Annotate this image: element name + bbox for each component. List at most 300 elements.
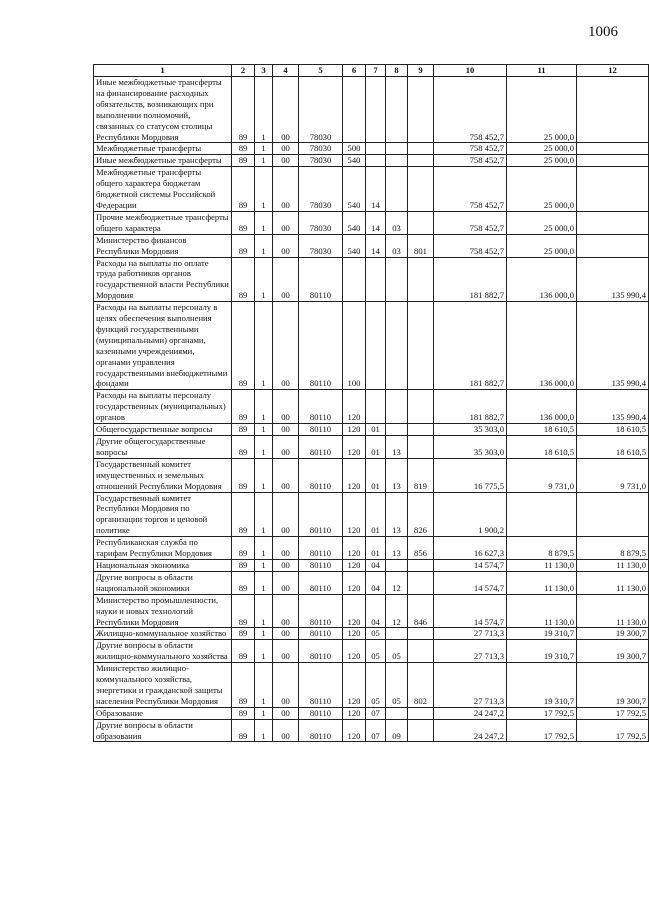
code-cell: 00 bbox=[273, 719, 299, 742]
code-cell: 80110 bbox=[299, 492, 343, 537]
kvsr-cell: 89 bbox=[232, 234, 255, 257]
table-row bbox=[94, 211, 649, 234]
code-cell: 00 bbox=[273, 594, 299, 628]
vr-cell: 120 bbox=[343, 663, 366, 708]
section-cell: 14 bbox=[366, 211, 386, 234]
ministry-cell bbox=[408, 167, 434, 212]
amount-col-10: 181 882,7 bbox=[434, 390, 507, 424]
amount-col-10: 1 900,2 bbox=[434, 492, 507, 537]
amount-col-11: 25 000,0 bbox=[507, 143, 577, 155]
amount-col-10: 35 303,0 bbox=[434, 424, 507, 436]
amount-col-10: 16 627,3 bbox=[434, 537, 507, 560]
section-cell bbox=[366, 390, 386, 424]
code-cell: 00 bbox=[273, 77, 299, 143]
code-cell: 1 bbox=[255, 458, 273, 492]
amount-col-11: 18 610,5 bbox=[507, 436, 577, 459]
code-cell: 00 bbox=[273, 234, 299, 257]
vr-cell: 120 bbox=[343, 571, 366, 594]
code-cell: 80110 bbox=[299, 537, 343, 560]
table-row bbox=[94, 492, 649, 537]
row-name-cell: Образование bbox=[94, 707, 232, 719]
amount-col-10: 14 574,7 bbox=[434, 559, 507, 571]
ministry-cell bbox=[408, 211, 434, 234]
vr-cell: 120 bbox=[343, 537, 366, 560]
code-cell: 1 bbox=[255, 77, 273, 143]
vr-cell: 120 bbox=[343, 492, 366, 537]
col-header-5: 5 bbox=[299, 65, 343, 77]
subsection-cell bbox=[386, 302, 408, 390]
vr-cell: 540 bbox=[343, 167, 366, 212]
row-name-cell: Иные межбюджетные трансферты на финансирование расходных обязательств, возникающих при выполнении полномочий, связанных со статусом столицы Республики Мордовия bbox=[94, 77, 232, 143]
amount-col-12: 19 300,7 bbox=[577, 663, 649, 708]
table-row bbox=[94, 559, 649, 571]
section-cell: 01 bbox=[366, 458, 386, 492]
amount-col-12: 8 879,5 bbox=[577, 537, 649, 560]
amount-col-11: 19 310,7 bbox=[507, 640, 577, 663]
amount-col-10: 35 303,0 bbox=[434, 436, 507, 459]
code-cell: 80110 bbox=[299, 436, 343, 459]
subsection-cell bbox=[386, 424, 408, 436]
code-cell: 1 bbox=[255, 302, 273, 390]
section-cell bbox=[366, 155, 386, 167]
amount-col-11: 18 610,5 bbox=[507, 424, 577, 436]
row-name-cell: Общегосударственные вопросы bbox=[94, 424, 232, 436]
kvsr-cell: 89 bbox=[232, 257, 255, 302]
amount-col-11: 19 310,7 bbox=[507, 628, 577, 640]
amount-col-12: 135 990,4 bbox=[577, 257, 649, 302]
amount-col-11: 136 000,0 bbox=[507, 390, 577, 424]
col-header-11: 11 bbox=[507, 65, 577, 77]
subsection-cell: 03 bbox=[386, 234, 408, 257]
kvsr-cell: 89 bbox=[232, 211, 255, 234]
amount-col-12: 9 731,0 bbox=[577, 458, 649, 492]
amount-col-11: 136 000,0 bbox=[507, 302, 577, 390]
code-cell: 1 bbox=[255, 211, 273, 234]
section-cell: 04 bbox=[366, 571, 386, 594]
ministry-cell bbox=[408, 719, 434, 742]
col-header-10: 10 bbox=[434, 65, 507, 77]
table-row bbox=[94, 571, 649, 594]
ministry-cell bbox=[408, 390, 434, 424]
table-row bbox=[94, 707, 649, 719]
code-cell: 80110 bbox=[299, 628, 343, 640]
row-name-cell: Прочие межбюджетные трансферты общего характера bbox=[94, 211, 232, 234]
code-cell: 80110 bbox=[299, 302, 343, 390]
kvsr-cell: 89 bbox=[232, 559, 255, 571]
code-cell: 00 bbox=[273, 302, 299, 390]
col-header-7: 7 bbox=[366, 65, 386, 77]
ministry-cell bbox=[408, 77, 434, 143]
amount-col-11: 136 000,0 bbox=[507, 257, 577, 302]
code-cell: 1 bbox=[255, 640, 273, 663]
row-name-cell: Расходы на выплаты персоналу государственных (муниципальных) органов bbox=[94, 390, 232, 424]
kvsr-cell: 89 bbox=[232, 594, 255, 628]
code-cell: 80110 bbox=[299, 257, 343, 302]
table-row bbox=[94, 143, 649, 155]
row-name-cell: Государственный комитет имущественных и земельных отношений Республики Мордовия bbox=[94, 458, 232, 492]
vr-cell: 100 bbox=[343, 302, 366, 390]
subsection-cell: 05 bbox=[386, 640, 408, 663]
subsection-cell bbox=[386, 707, 408, 719]
col-header-1: 1 bbox=[94, 65, 232, 77]
amount-col-11: 17 792,5 bbox=[507, 719, 577, 742]
vr-cell: 120 bbox=[343, 594, 366, 628]
section-cell: 14 bbox=[366, 234, 386, 257]
code-cell: 00 bbox=[273, 424, 299, 436]
kvsr-cell: 89 bbox=[232, 640, 255, 663]
amount-col-11: 11 130,0 bbox=[507, 594, 577, 628]
kvsr-cell: 89 bbox=[232, 77, 255, 143]
subsection-cell: 13 bbox=[386, 537, 408, 560]
amount-col-10: 758 452,7 bbox=[434, 167, 507, 212]
vr-cell: 120 bbox=[343, 458, 366, 492]
vr-cell: 540 bbox=[343, 211, 366, 234]
table-row bbox=[94, 155, 649, 167]
kvsr-cell: 89 bbox=[232, 436, 255, 459]
vr-cell bbox=[343, 77, 366, 143]
table-row bbox=[94, 234, 649, 257]
amount-col-10: 758 452,7 bbox=[434, 143, 507, 155]
table-row bbox=[94, 77, 649, 143]
budget-table bbox=[93, 64, 649, 742]
col-header-3: 3 bbox=[255, 65, 273, 77]
code-cell: 80110 bbox=[299, 424, 343, 436]
subsection-cell: 03 bbox=[386, 211, 408, 234]
amount-col-11: 8 879,5 bbox=[507, 537, 577, 560]
vr-cell: 500 bbox=[343, 143, 366, 155]
section-cell: 05 bbox=[366, 640, 386, 663]
subsection-cell: 12 bbox=[386, 571, 408, 594]
amount-col-11 bbox=[507, 492, 577, 537]
col-header-8: 8 bbox=[386, 65, 408, 77]
table-row bbox=[94, 537, 649, 560]
table-row bbox=[94, 302, 649, 390]
subsection-cell bbox=[386, 77, 408, 143]
code-cell: 00 bbox=[273, 143, 299, 155]
code-cell: 78030 bbox=[299, 167, 343, 212]
table-row bbox=[94, 257, 649, 302]
table-body bbox=[94, 77, 649, 742]
code-cell: 00 bbox=[273, 458, 299, 492]
row-name-cell: Республиканская служба по тарифам Республики Мордовия bbox=[94, 537, 232, 560]
amount-col-10: 758 452,7 bbox=[434, 234, 507, 257]
row-name-cell: Межбюджетные трансферты bbox=[94, 143, 232, 155]
amount-col-12: 18 610,5 bbox=[577, 436, 649, 459]
ministry-cell bbox=[408, 628, 434, 640]
table-row bbox=[94, 628, 649, 640]
code-cell: 1 bbox=[255, 143, 273, 155]
amount-col-11: 11 130,0 bbox=[507, 571, 577, 594]
amount-col-12: 17 792,5 bbox=[577, 707, 649, 719]
code-cell: 00 bbox=[273, 436, 299, 459]
amount-col-10: 758 452,7 bbox=[434, 155, 507, 167]
row-name-cell: Другие общегосударственные вопросы bbox=[94, 436, 232, 459]
kvsr-cell: 89 bbox=[232, 571, 255, 594]
kvsr-cell: 89 bbox=[232, 390, 255, 424]
code-cell: 1 bbox=[255, 594, 273, 628]
code-cell: 80110 bbox=[299, 559, 343, 571]
amount-col-11: 19 310,7 bbox=[507, 663, 577, 708]
amount-col-10: 27 713,3 bbox=[434, 663, 507, 708]
code-cell: 00 bbox=[273, 257, 299, 302]
row-name-cell: Другие вопросы в области национальной экономики bbox=[94, 571, 232, 594]
section-cell: 14 bbox=[366, 167, 386, 212]
section-cell bbox=[366, 302, 386, 390]
row-name-cell: Министерство промышленности, науки и новых технологий Республики Мордовия bbox=[94, 594, 232, 628]
vr-cell: 540 bbox=[343, 234, 366, 257]
code-cell: 1 bbox=[255, 707, 273, 719]
subsection-cell bbox=[386, 167, 408, 212]
amount-col-12 bbox=[577, 167, 649, 212]
amount-col-10: 758 452,7 bbox=[434, 77, 507, 143]
table-row bbox=[94, 594, 649, 628]
amount-col-10: 16 775,5 bbox=[434, 458, 507, 492]
section-cell: 05 bbox=[366, 628, 386, 640]
section-cell: 05 bbox=[366, 663, 386, 708]
section-cell: 07 bbox=[366, 707, 386, 719]
code-cell: 80110 bbox=[299, 663, 343, 708]
ministry-cell bbox=[408, 424, 434, 436]
row-name-cell: Другие вопросы в области образования bbox=[94, 719, 232, 742]
ministry-cell: 826 bbox=[408, 492, 434, 537]
code-cell: 00 bbox=[273, 707, 299, 719]
code-cell: 80110 bbox=[299, 594, 343, 628]
section-cell bbox=[366, 77, 386, 143]
column-header-row bbox=[94, 65, 649, 77]
code-cell: 00 bbox=[273, 390, 299, 424]
table-row bbox=[94, 640, 649, 663]
vr-cell: 120 bbox=[343, 559, 366, 571]
ministry-cell: 856 bbox=[408, 537, 434, 560]
amount-col-11: 11 130,0 bbox=[507, 559, 577, 571]
subsection-cell bbox=[386, 559, 408, 571]
kvsr-cell: 89 bbox=[232, 663, 255, 708]
ministry-cell: 819 bbox=[408, 458, 434, 492]
vr-cell: 120 bbox=[343, 719, 366, 742]
code-cell: 78030 bbox=[299, 155, 343, 167]
code-cell: 00 bbox=[273, 628, 299, 640]
kvsr-cell: 89 bbox=[232, 167, 255, 212]
code-cell: 00 bbox=[273, 492, 299, 537]
amount-col-12 bbox=[577, 211, 649, 234]
subsection-cell: 05 bbox=[386, 663, 408, 708]
subsection-cell bbox=[386, 257, 408, 302]
table-row bbox=[94, 167, 649, 212]
amount-col-10: 181 882,7 bbox=[434, 257, 507, 302]
subsection-cell: 12 bbox=[386, 594, 408, 628]
vr-cell: 120 bbox=[343, 640, 366, 663]
subsection-cell bbox=[386, 155, 408, 167]
col-header-2: 2 bbox=[232, 65, 255, 77]
amount-col-12: 11 130,0 bbox=[577, 559, 649, 571]
amount-col-12 bbox=[577, 234, 649, 257]
subsection-cell bbox=[386, 628, 408, 640]
kvsr-cell: 89 bbox=[232, 719, 255, 742]
kvsr-cell: 89 bbox=[232, 492, 255, 537]
row-name-cell: Министерство жилищно-коммунального хозяйства, энергетики и гражданской защиты населения Республики Мордовия bbox=[94, 663, 232, 708]
code-cell: 1 bbox=[255, 719, 273, 742]
amount-col-12: 19 300,7 bbox=[577, 628, 649, 640]
vr-cell: 120 bbox=[343, 707, 366, 719]
table-row bbox=[94, 390, 649, 424]
code-cell: 1 bbox=[255, 167, 273, 212]
section-cell: 01 bbox=[366, 424, 386, 436]
amount-col-10: 758 452,7 bbox=[434, 211, 507, 234]
amount-col-11: 25 000,0 bbox=[507, 234, 577, 257]
kvsr-cell: 89 bbox=[232, 143, 255, 155]
section-cell: 01 bbox=[366, 492, 386, 537]
code-cell: 80110 bbox=[299, 390, 343, 424]
kvsr-cell: 89 bbox=[232, 424, 255, 436]
vr-cell: 120 bbox=[343, 436, 366, 459]
row-name-cell: Расходы на выплаты персоналу в целях обеспечения выполнения функций государственными (муниципальными) органами, казенными учреждениями, органами управления государственными внебюджетными фондами bbox=[94, 302, 232, 390]
vr-cell: 120 bbox=[343, 628, 366, 640]
vr-cell: 540 bbox=[343, 155, 366, 167]
ministry-cell bbox=[408, 155, 434, 167]
amount-col-11: 25 000,0 bbox=[507, 211, 577, 234]
ministry-cell bbox=[408, 302, 434, 390]
code-cell: 1 bbox=[255, 571, 273, 594]
amount-col-10: 14 574,7 bbox=[434, 571, 507, 594]
row-name-cell: Национальная экономика bbox=[94, 559, 232, 571]
ministry-cell: 802 bbox=[408, 663, 434, 708]
amount-col-12: 18 610,5 bbox=[577, 424, 649, 436]
code-cell: 1 bbox=[255, 492, 273, 537]
page-number: 1006 bbox=[588, 24, 618, 40]
code-cell: 00 bbox=[273, 571, 299, 594]
amount-col-11: 25 000,0 bbox=[507, 155, 577, 167]
table-row bbox=[94, 424, 649, 436]
row-name-cell: Межбюджетные трансферты общего характера бюджетам бюджетной системы Российской Федерации bbox=[94, 167, 232, 212]
kvsr-cell: 89 bbox=[232, 302, 255, 390]
ministry-cell bbox=[408, 436, 434, 459]
kvsr-cell: 89 bbox=[232, 707, 255, 719]
section-cell: 01 bbox=[366, 436, 386, 459]
amount-col-11: 17 792,5 bbox=[507, 707, 577, 719]
subsection-cell bbox=[386, 390, 408, 424]
section-cell: 04 bbox=[366, 559, 386, 571]
section-cell bbox=[366, 143, 386, 155]
kvsr-cell: 89 bbox=[232, 537, 255, 560]
code-cell: 80110 bbox=[299, 707, 343, 719]
code-cell: 00 bbox=[273, 211, 299, 234]
row-name-cell: Жилищно-коммунальное хозяйство bbox=[94, 628, 232, 640]
code-cell: 80110 bbox=[299, 719, 343, 742]
table-row bbox=[94, 458, 649, 492]
amount-col-11: 25 000,0 bbox=[507, 77, 577, 143]
amount-col-12: 11 130,0 bbox=[577, 571, 649, 594]
code-cell: 1 bbox=[255, 628, 273, 640]
amount-col-11: 9 731,0 bbox=[507, 458, 577, 492]
subsection-cell: 09 bbox=[386, 719, 408, 742]
amount-col-11: 25 000,0 bbox=[507, 167, 577, 212]
code-cell: 80110 bbox=[299, 458, 343, 492]
code-cell: 78030 bbox=[299, 234, 343, 257]
amount-col-12: 135 990,4 bbox=[577, 390, 649, 424]
row-name-cell: Министерство финансов Республики Мордовия bbox=[94, 234, 232, 257]
subsection-cell: 13 bbox=[386, 458, 408, 492]
ministry-cell: 846 bbox=[408, 594, 434, 628]
ministry-cell bbox=[408, 559, 434, 571]
amount-col-12 bbox=[577, 155, 649, 167]
row-name-cell: Государственный комитет Республики Мордовия по организации торгов и ценовой политике bbox=[94, 492, 232, 537]
amount-col-10: 27 713,3 bbox=[434, 640, 507, 663]
subsection-cell: 13 bbox=[386, 492, 408, 537]
section-cell: 04 bbox=[366, 594, 386, 628]
code-cell: 1 bbox=[255, 390, 273, 424]
code-cell: 00 bbox=[273, 663, 299, 708]
code-cell: 00 bbox=[273, 167, 299, 212]
code-cell: 00 bbox=[273, 640, 299, 663]
amount-col-12: 19 300,7 bbox=[577, 640, 649, 663]
code-cell: 78030 bbox=[299, 77, 343, 143]
code-cell: 1 bbox=[255, 257, 273, 302]
code-cell: 80110 bbox=[299, 640, 343, 663]
row-name-cell: Расходы на выплаты по оплате труда работников органов государственной власти Республики Мордовия bbox=[94, 257, 232, 302]
kvsr-cell: 89 bbox=[232, 458, 255, 492]
code-cell: 1 bbox=[255, 424, 273, 436]
ministry-cell: 801 bbox=[408, 234, 434, 257]
code-cell: 1 bbox=[255, 155, 273, 167]
amount-col-12: 135 990,4 bbox=[577, 302, 649, 390]
col-header-9: 9 bbox=[408, 65, 434, 77]
vr-cell: 120 bbox=[343, 390, 366, 424]
kvsr-cell: 89 bbox=[232, 155, 255, 167]
code-cell: 1 bbox=[255, 436, 273, 459]
code-cell: 1 bbox=[255, 559, 273, 571]
amount-col-12: 17 792,5 bbox=[577, 719, 649, 742]
kvsr-cell: 89 bbox=[232, 628, 255, 640]
vr-cell bbox=[343, 257, 366, 302]
table-row bbox=[94, 663, 649, 708]
code-cell: 1 bbox=[255, 234, 273, 257]
code-cell: 1 bbox=[255, 537, 273, 560]
amount-col-12 bbox=[577, 492, 649, 537]
ministry-cell bbox=[408, 143, 434, 155]
col-header-12: 12 bbox=[577, 65, 649, 77]
amount-col-10: 24 247,2 bbox=[434, 707, 507, 719]
amount-col-10: 27 713,3 bbox=[434, 628, 507, 640]
vr-cell: 120 bbox=[343, 424, 366, 436]
amount-col-12 bbox=[577, 143, 649, 155]
section-cell: 07 bbox=[366, 719, 386, 742]
table-row bbox=[94, 719, 649, 742]
ministry-cell bbox=[408, 257, 434, 302]
subsection-cell bbox=[386, 143, 408, 155]
code-cell: 1 bbox=[255, 663, 273, 708]
col-header-6: 6 bbox=[343, 65, 366, 77]
section-cell bbox=[366, 257, 386, 302]
row-name-cell: Иные межбюджетные трансферты bbox=[94, 155, 232, 167]
code-cell: 78030 bbox=[299, 143, 343, 155]
code-cell: 00 bbox=[273, 559, 299, 571]
ministry-cell bbox=[408, 571, 434, 594]
amount-col-12 bbox=[577, 77, 649, 143]
table-row bbox=[94, 436, 649, 459]
ministry-cell bbox=[408, 707, 434, 719]
code-cell: 80110 bbox=[299, 571, 343, 594]
subsection-cell: 13 bbox=[386, 436, 408, 459]
ministry-cell bbox=[408, 640, 434, 663]
amount-col-12: 11 130,0 bbox=[577, 594, 649, 628]
section-cell: 01 bbox=[366, 537, 386, 560]
amount-col-10: 24 247,2 bbox=[434, 719, 507, 742]
col-header-4: 4 bbox=[273, 65, 299, 77]
code-cell: 00 bbox=[273, 537, 299, 560]
code-cell: 78030 bbox=[299, 211, 343, 234]
amount-col-10: 14 574,7 bbox=[434, 594, 507, 628]
code-cell: 00 bbox=[273, 155, 299, 167]
